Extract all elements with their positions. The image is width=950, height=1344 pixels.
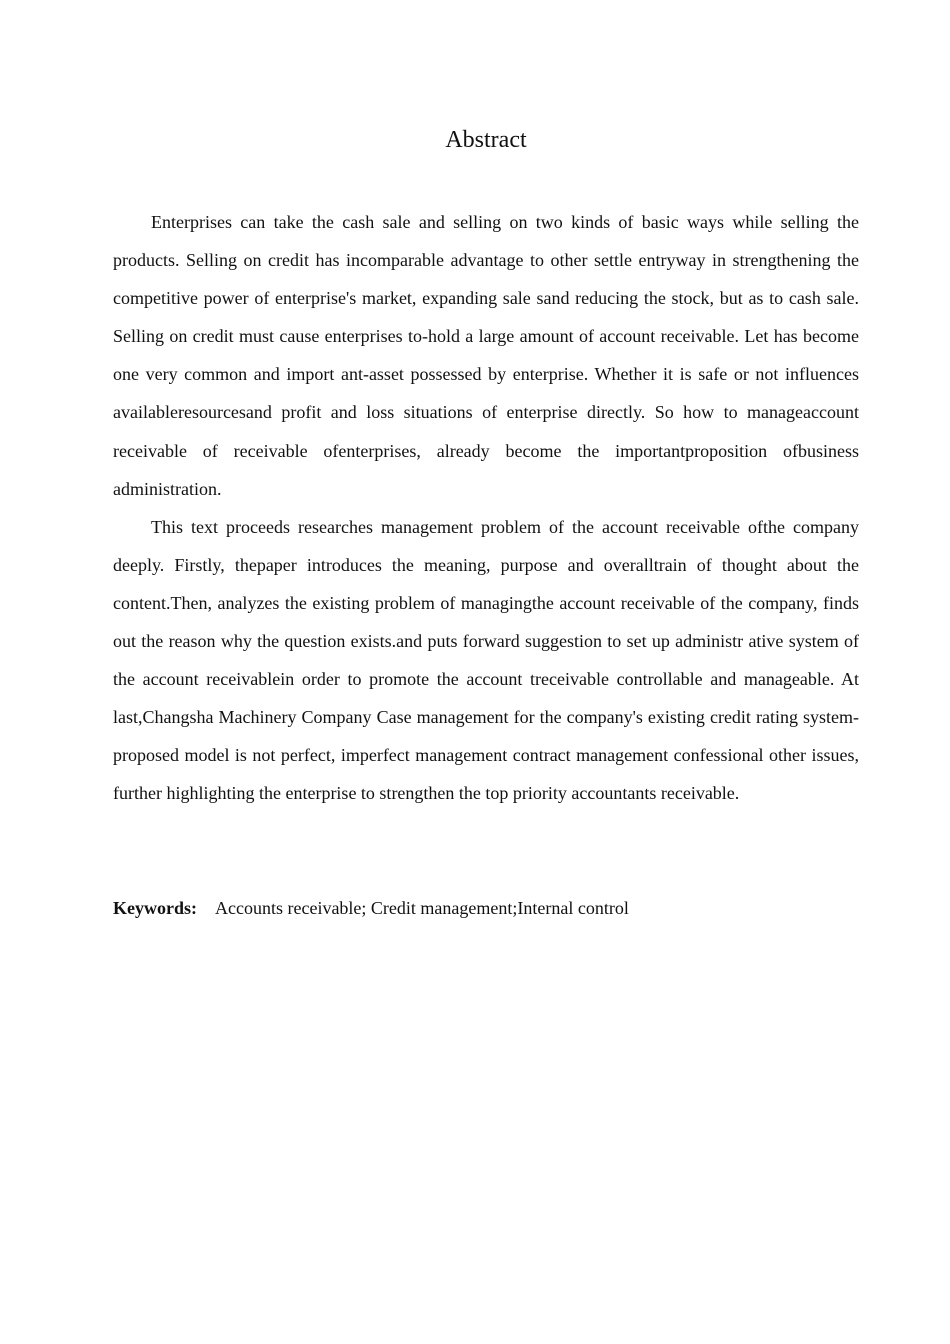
page-title: Abstract — [445, 127, 527, 153]
keywords-label: Keywords: — [113, 898, 197, 918]
keywords-text: Accounts receivable; Credit management;Internal control — [215, 898, 629, 918]
keywords-line — [113, 890, 859, 926]
abstract-paragraph-2: This text proceeds researches management problem of the account receivable ofthe company deeply. Firstly, thepaper introduces the meaning, purpose and overalltrain of thought about the content.Then, analyzes the existing problem of managingthe account receivable of the company, finds out the reason why the question exists.and puts forward suggestion to set up administr ative system of the account receivablein order to promote the account treceivable controllable and manageable. At last,Changsha Machinery Company Case management for the company's existing credit rating system-proposed model is not perfect, imperfect management contract management confessional other issues, further highlighting the enterprise to strengthen the top priority accountants receivable. — [113, 516, 859, 804]
abstract-body — [113, 203, 859, 813]
abstract-paragraph-1: Enterprises can take the cash sale and selling on two kinds of basic ways while selling the products. Selling on credit has incomparable advantage to other settle entryway in strengthening the competitive power of enterprise's market, expanding sale sand reducing the stock, but as to cash sale. Selling on credit must cause enterprises to-hold a large amount of account receivable. Let has become one very common and import ant-asset possessed by enterprise. Whether it is safe or not influences availableresourcesand profit and loss situations of enterprise directly. So how to manageaccount receivable of receivable ofenterprises, already become the importantproposition ofbusiness administration. — [113, 212, 859, 499]
